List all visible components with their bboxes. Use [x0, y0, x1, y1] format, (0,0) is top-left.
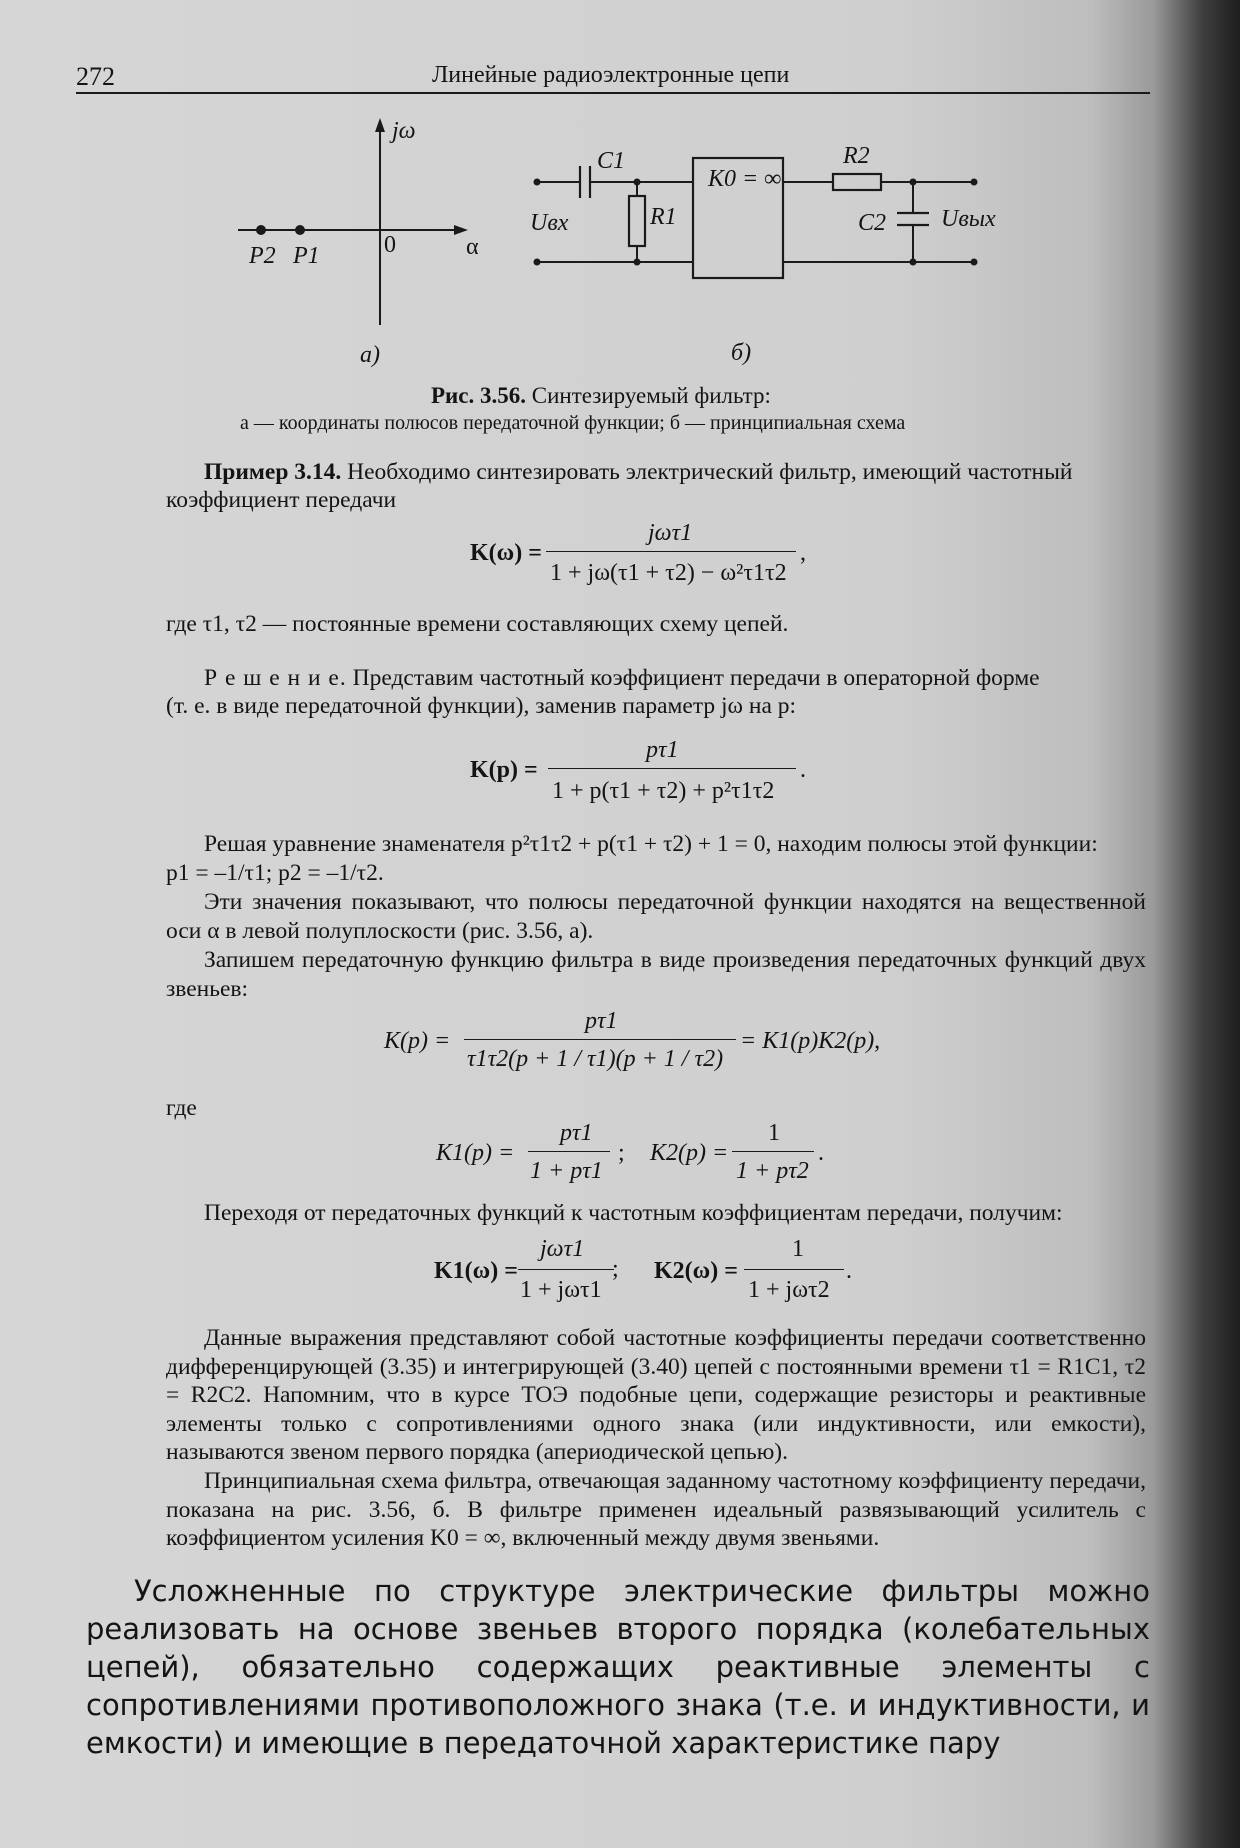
eq3-rhs: = K1(p)K2(p),: [740, 1028, 881, 1054]
eq3-denominator: τ1τ2(p + 1 / τ1)(p + 1 / τ2): [467, 1046, 724, 1072]
input-voltage-label: Uвх: [530, 210, 569, 236]
eq5-k2-denominator: 1 + jωτ2: [748, 1277, 830, 1303]
pole-p1-label: P1: [293, 243, 320, 269]
poles-paragraph: Эти значения показывают, что полюсы передаточной функции находятся на вещественной оси α в левой полуплоскости (рис. 3.56, а).: [166, 889, 1146, 944]
eq3-numerator: pτ1: [585, 1008, 618, 1034]
eq3-fraction-bar: [464, 1039, 736, 1040]
eq5-k1-denominator: 1 + jωτ1: [520, 1277, 602, 1303]
output-voltage-label: Uвых: [941, 206, 996, 232]
resistor-r2: [833, 174, 881, 190]
solution-paragraph: [166, 664, 1146, 693]
c2-label: C2: [858, 210, 887, 236]
eq5-k1-fraction-bar: [518, 1269, 614, 1270]
eq4-k1-denominator: 1 + pτ1: [530, 1158, 603, 1184]
eq3-lhs: K(p) =: [384, 1028, 451, 1054]
eq4-k1-lhs: K1(p) =: [436, 1140, 515, 1166]
eq2-tail: .: [800, 757, 806, 783]
freq-paragraph: Переходя от передаточных функций к частотным коэффициентам передачи, получим:: [204, 1200, 1063, 1226]
example-intro: [166, 458, 1146, 487]
eq5-tail: .: [846, 1258, 852, 1284]
closing-paragraph: Усложненные по структуре электрические фильтры можно реализовать на основе звеньев второго порядка (колебательных цепей), обязательно содержащих реактивные элементы с сопротивлениями противоположного знака (т.е. и индуктивности, и емкости) и имеющие в передаточной характеристике пару: [86, 1574, 1150, 1760]
pole-p1: [295, 225, 305, 235]
r1-label: R1: [650, 204, 677, 230]
origin-label: 0: [384, 232, 396, 258]
solution-line2: (т. е. в виде передаточной функции), заменив параметр jω на p:: [166, 693, 797, 719]
eq4-k2-denominator: 1 + pτ2: [736, 1158, 809, 1184]
eq5-k2-numerator: 1: [792, 1236, 804, 1262]
c1-label: C1: [597, 148, 626, 174]
roots-line2: p1 = –1/τ1; p2 = –1/τ2.: [166, 860, 384, 886]
eq4-tail: .: [818, 1140, 824, 1166]
solution-line1: Представим частотный коэффициент передачи в операторной форме: [352, 665, 1040, 691]
eq4-k2-fraction-bar: [732, 1151, 814, 1152]
example-intro-text: Необходимо синтезировать электрический фильтр, имеющий частотный: [347, 459, 1073, 485]
example-intro-line2: коэффициент передачи: [166, 487, 397, 513]
summary-paragraph: Данные выражения представляют собой частотные коэффициенты передачи соответственно дифференцирующей (3.35) и интегрирующей (3.40) цепей с постоянными времени τ1 = R1C1, τ2 = R2C2. Напомним, что в курсе ТОЭ подобные цепи, содержащие резисторы и реактивные элементы только с сопротивлениями одного знака (или индуктивности, или емкости), называются звеном первого порядка (апериодической цепью).: [166, 1325, 1146, 1466]
y-axis-label: jω: [392, 118, 416, 144]
eq4-separator: ;: [618, 1140, 625, 1166]
eq5-k2-lhs: K2(ω) =: [654, 1258, 738, 1284]
product-paragraph: Запишем передаточную функцию фильтра в виде произведения передаточных функций двух звеньев:: [166, 947, 1146, 1002]
running-title: Линейные радиоэлектронные цепи: [432, 62, 790, 88]
eq2-fraction-bar: [548, 768, 796, 769]
eq5-k1-lhs: K1(ω) =: [434, 1258, 518, 1284]
caption-text: Синтезируемый фильтр:: [531, 383, 771, 408]
eq2-lhs: K(p) =: [470, 757, 538, 783]
eq1-numerator: jωτ1: [648, 520, 693, 546]
figure-caption: [431, 383, 771, 409]
figure-graphics: [0, 0, 1240, 420]
x-axis-label: α: [466, 234, 479, 260]
eq5-separator: ;: [612, 1256, 619, 1282]
eq1-tail: ,: [800, 540, 806, 566]
eq5-k1-numerator: jωτ1: [540, 1236, 585, 1262]
eq4-k2-lhs: K2(p) =: [650, 1140, 729, 1166]
example-heading: Пример 3.14.: [204, 459, 342, 485]
figure-caption-sub: а — координаты полюсов передаточной функции; б — принципиальная схема: [240, 412, 906, 434]
eq4-k2-numerator: 1: [768, 1120, 780, 1146]
r2-label: R2: [843, 143, 870, 169]
eq4-k1-fraction-bar: [528, 1151, 610, 1152]
where-label: где: [166, 1095, 197, 1121]
pole-plot-sublabel: а): [360, 342, 380, 368]
roots-line1: Решая уравнение знаменателя p²τ1τ2 + p(τ1 + τ2) + 1 = 0, находим полюсы этой функции:: [204, 831, 1098, 857]
eq1-lhs: K(ω) =: [470, 540, 542, 566]
schematic-paragraph: Принципиальная схема фильтра, отвечающая заданному частотному коэффициенту передачи, показана на рис. 3.56, б. В фильтре применен идеальный развязывающий усилитель с коэффициентом усиления K0 = ∞, включенный между двумя звеньями.: [166, 1468, 1146, 1552]
page-number: 272: [76, 62, 115, 91]
solution-word: Р е ш е н и е.: [204, 665, 347, 691]
eq1-fraction-bar: [546, 551, 796, 552]
caption-title: Рис. 3.56.: [431, 383, 527, 408]
eq4-k1-numerator: pτ1: [560, 1120, 593, 1146]
y-axis-arrow: [375, 118, 385, 132]
where-tau-line: где τ1, τ2 — постоянные времени составляющих схему цепей.: [166, 611, 789, 637]
eq1-denominator: 1 + jω(τ1 + τ2) − ω²τ1τ2: [550, 560, 787, 586]
schematic-sublabel: б): [731, 340, 752, 366]
eq2-denominator: 1 + p(τ1 + τ2) + p²τ1τ2: [552, 778, 775, 804]
eq2-numerator: pτ1: [646, 737, 679, 763]
eq5-k2-fraction-bar: [744, 1269, 844, 1270]
pole-p2: [256, 225, 266, 235]
amplifier-label: K0 = ∞: [708, 166, 782, 192]
resistor-r1: [629, 196, 645, 246]
pole-p2-label: P2: [249, 243, 276, 269]
